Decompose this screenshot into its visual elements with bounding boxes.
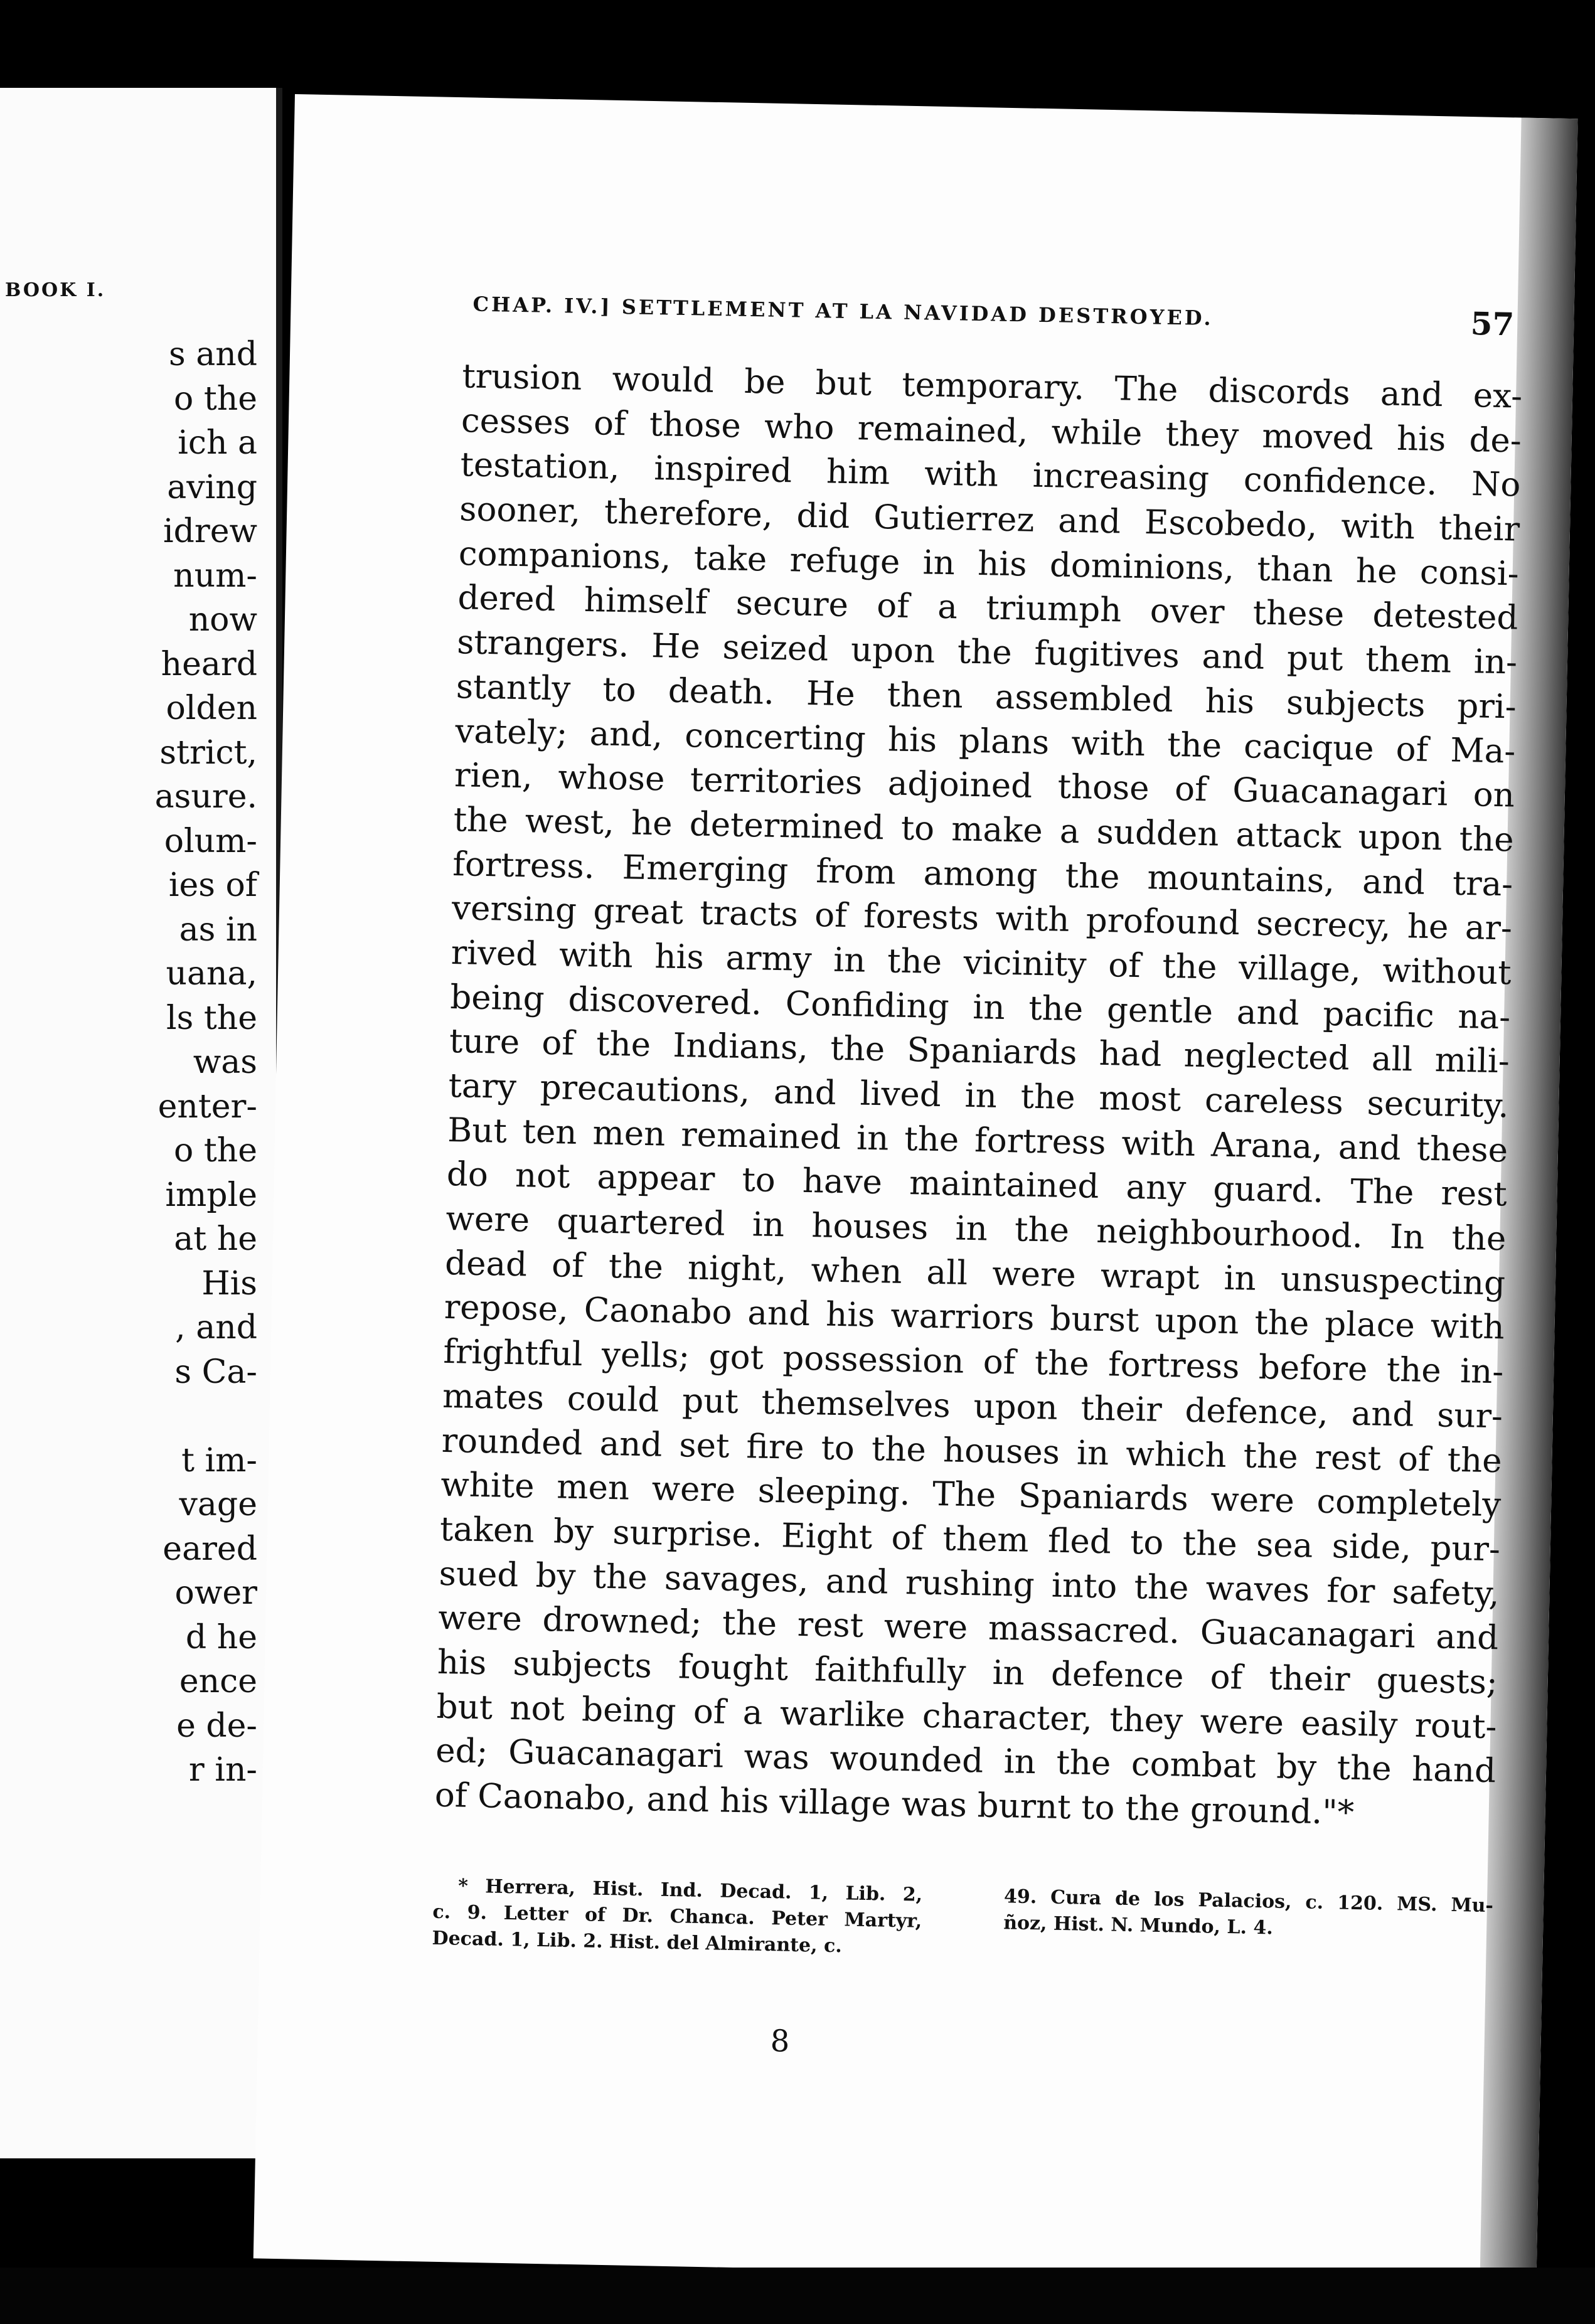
left-page-line: ls the	[166, 999, 257, 1037]
body-line: dead of the night, when all were wrapt in unsuspecting	[444, 1244, 1506, 1303]
main-page	[253, 94, 1578, 2283]
left-page-line: imple	[165, 1176, 257, 1214]
body-line: testation, inspired him with increasing confidence. No	[460, 445, 1521, 504]
body-line: companions, take refuge in his dominions, than he consi-	[458, 534, 1520, 594]
body-line: strangers. He seized upon the fugitives and put them in-	[456, 623, 1518, 682]
body-line: sooner, therefore, did Gutierrez and Escobedo, with their	[459, 490, 1520, 549]
page-number: 57	[1470, 305, 1515, 343]
left-page-line: now	[188, 601, 257, 639]
left-page-header: BOOK I.	[5, 279, 106, 301]
left-page-line: , and	[175, 1309, 257, 1346]
body-line: mates could put themselves upon their defence, and sur-	[442, 1377, 1503, 1436]
body-line: of Caonabo, and his village was burnt to the ground."*	[434, 1776, 1355, 1832]
left-page-line: at he	[174, 1220, 257, 1258]
footnote-line: ñoz, Hist. N. Mundo, L. 4.	[1003, 1912, 1274, 1939]
body-line: were quartered in houses in the neighbourhood. In the	[445, 1200, 1507, 1259]
body-line: being discovered. Confiding in the gentle and pacific na-	[449, 978, 1511, 1037]
left-page-line: e de-	[176, 1707, 257, 1745]
body-line: rived with his army in the vicinity of the village, without	[451, 933, 1512, 993]
left-page-line: heard	[161, 645, 257, 683]
body-line: fortress. Emerging from among the mountains, and tra-	[452, 845, 1513, 904]
scan-border	[0, 2268, 1595, 2324]
left-page-line: olum-	[164, 822, 257, 860]
body-line: repose, Caonabo and his warriors burst upon the place with	[444, 1288, 1505, 1347]
body-line: ed; Guacanagari was wounded in the combat by the hand	[435, 1732, 1496, 1791]
left-page-line: strict,	[159, 733, 257, 772]
body-line: trusion would be but temporary. The discords and ex-	[461, 357, 1523, 416]
body-line: do not appear to have maintained any guard. The rest	[446, 1155, 1508, 1214]
footnote-column-right	[1003, 1884, 1493, 1946]
footnote-line: * Herrera, Hist. Ind. Decad. 1, Lib. 2,	[457, 1875, 923, 1906]
body-line: rounded and set fire to the houses in which the rest of the	[441, 1421, 1503, 1480]
left-page-line: ower	[174, 1574, 257, 1612]
body-line: taken by surprise. Eight of them fled to the sea side, pur-	[439, 1510, 1501, 1569]
body-line: sued by the savages, and rushing into the waves for safety,	[439, 1554, 1500, 1613]
body-line: tary precautions, and lived in the most careless security.	[448, 1066, 1509, 1126]
left-facing-page	[0, 88, 282, 2158]
left-page-line	[0, 1394, 257, 1439]
left-page-line: s and	[169, 336, 257, 373]
left-page-line: s Ca-	[174, 1353, 257, 1391]
body-line: the west, he determined to make a sudden attack upon the	[453, 800, 1515, 860]
body-line: dered himself secure of a triumph over these detested	[457, 578, 1518, 638]
left-page-line: ies of	[168, 866, 257, 904]
body-line: stantly to death. He then assembled his subjects pri-	[456, 667, 1517, 727]
footnote-column-left	[432, 1873, 922, 1961]
left-page-line: olden	[166, 690, 257, 727]
body-line: vately; and, concerting his plans with the cacique of Ma-	[454, 712, 1516, 771]
footnote-line: 49. Cura de los Palacios, c. 120. MS. Mu-	[1003, 1885, 1494, 1917]
body-line: But ten men remained in the fortress with Arana, and these	[447, 1111, 1508, 1170]
footnotes	[432, 1873, 1494, 1993]
body-line: cesses of those who remained, while they moved his de-	[461, 401, 1522, 461]
body-line: rien, whose territories adjoined those of Guacanagari on	[454, 756, 1515, 815]
signature-mark-text: 8	[770, 2023, 790, 2059]
left-page-text	[0, 333, 257, 1793]
body-text	[434, 354, 1522, 1838]
left-page-line: ence	[179, 1663, 257, 1700]
body-line: frightful yells; got possession of the fortress before the in-	[442, 1333, 1504, 1392]
left-page-line: r in-	[188, 1751, 257, 1789]
body-line: versing great tracts of forests with profound secrecy, he ar-	[451, 889, 1513, 948]
left-page-line: o the	[174, 380, 257, 418]
left-page-line: asure.	[154, 778, 257, 816]
footnote-line: Decad. 1, Lib. 2. Hist. del Almirante, c.	[432, 1927, 843, 1958]
running-head: CHAP. IV.] SETTLEMENT AT LA NAVIDAD DESTROYED.	[472, 292, 1214, 331]
signature-mark	[257, 2013, 1541, 2073]
body-line: his subjects fought faithfully in defence of their guests;	[437, 1643, 1498, 1702]
body-line: ture of the Indians, the Spaniards had neglected all mili-	[449, 1022, 1510, 1081]
body-line: white men were sleeping. The Spaniards were completely	[440, 1466, 1502, 1525]
left-page-line: as in	[179, 910, 257, 949]
left-page-line: vage	[179, 1486, 257, 1523]
left-page-line: t im-	[181, 1441, 257, 1479]
left-page-line: eared	[163, 1530, 257, 1568]
page-header	[472, 286, 1515, 350]
left-page-line: num-	[173, 557, 257, 595]
left-page-line: d he	[185, 1618, 257, 1656]
footnote-line: c. 9. Letter of Dr. Chanca. Peter Martyr,	[432, 1900, 922, 1932]
body-line: but not being of a warlike character, they were easily rout-	[436, 1687, 1497, 1746]
left-page-line: uana,	[166, 955, 257, 993]
left-page-line: o the	[174, 1132, 257, 1170]
left-page-line: idrew	[163, 513, 257, 550]
body-line: were drowned; the rest were massacred. Guacanagari and	[437, 1599, 1499, 1658]
left-page-line: His	[201, 1264, 257, 1303]
left-page-line: was	[193, 1043, 257, 1081]
left-page-line: ich a	[178, 424, 257, 462]
left-page-line: enter-	[157, 1087, 257, 1126]
left-page-line: aving	[167, 468, 257, 506]
